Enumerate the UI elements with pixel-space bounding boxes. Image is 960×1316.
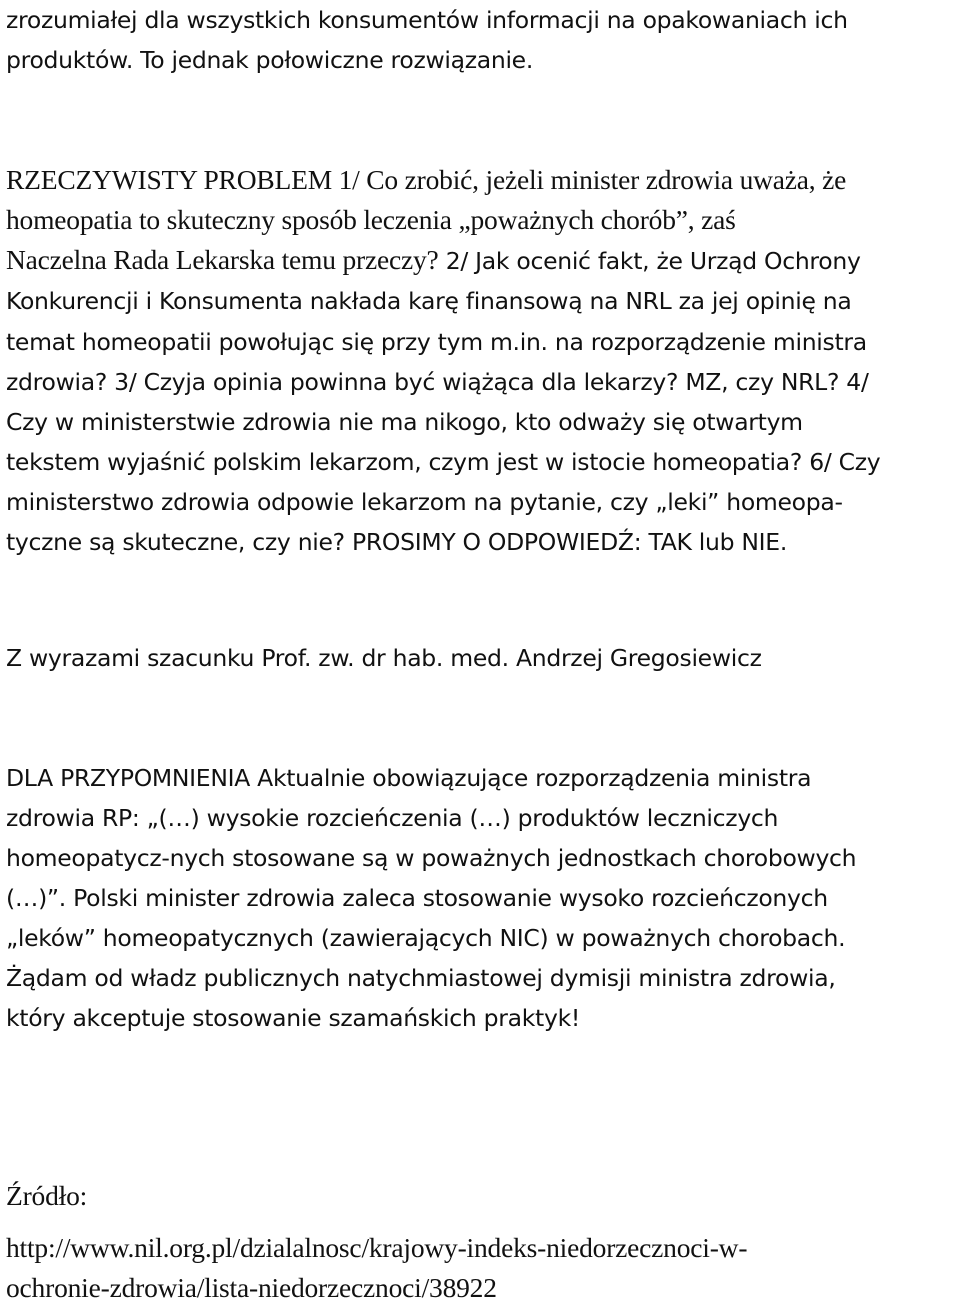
- text-line: (…)”. Polski minister zdrowia zaleca stosowanie wysoko rozcieńczonych: [6, 884, 828, 912]
- source-url-line[interactable]: ochronie-zdrowia/lista-niedorzecznoci/38922: [6, 1272, 497, 1303]
- text-segment: na rozporządzenie ministra: [547, 328, 867, 356]
- problem-paragraph: [6, 160, 958, 562]
- document-page: [6, 0, 958, 1308]
- text-line: [6, 240, 958, 281]
- text-line: tyczne są skuteczne, czy nie? PROSIMY O ODPOWIEDŹ: TAK lub NIE.: [6, 528, 788, 556]
- text-line: Czy w ministerstwie zdrowia nie ma nikogo, kto odważy się otwartym: [6, 408, 803, 436]
- text-segment: temat homeopatii powołując się przy tym m.in.: [6, 328, 548, 356]
- spacer: [6, 562, 958, 638]
- source-url[interactable]: [6, 1228, 958, 1308]
- text-line: ministerstwo zdrowia odpowie lekarzom na pytanie, czy „leki” homeopa-: [6, 488, 843, 516]
- spacer: [6, 1216, 958, 1228]
- text-line: DLA PRZYPOMNIENIA Aktualnie obowiązujące rozporządzenia ministra: [6, 764, 812, 792]
- text-line: zdrowia? 3/ Czyja opinia powinna być wiążąca dla lekarzy? MZ, czy NRL? 4/: [6, 368, 869, 396]
- signature-line: [6, 638, 958, 678]
- text-line: Żądam od władz publicznych natychmiastowej dymisji ministra zdrowia,: [6, 964, 836, 992]
- text-line: zdrowia RP: „(…) wysokie rozcieńczenia (…) produktów leczniczych: [6, 804, 779, 832]
- text-line: Konkurencji i Konsumenta nakłada karę finansową na NRL za jej opinię na: [6, 287, 852, 315]
- text-line: zrozumiałej dla wszystkich konsumentów informacji na opakowaniach ich: [6, 6, 848, 34]
- text-line: Z wyrazami szacunku Prof. zw. dr hab. med. Andrzej Gregosiewicz: [6, 644, 762, 672]
- text-line: homeopatia to skuteczny sposób leczenia „poważnych chorób”, zaś: [6, 204, 736, 235]
- text-line: który akceptuje stosowanie szamańskich praktyk!: [6, 1004, 581, 1032]
- intro-paragraph: [6, 0, 958, 80]
- text-line: homeopatycz-nych stosowane są w poważnych jednostkach chorobowych: [6, 844, 857, 872]
- reminder-paragraph: [6, 758, 958, 1038]
- text-line: Źródło:: [6, 1180, 88, 1211]
- spacer: [6, 1038, 958, 1176]
- spacer: [6, 80, 958, 160]
- text-line: [6, 321, 958, 362]
- spacer: [6, 678, 958, 758]
- text-line: tekstem wyjaśnić polskim lekarzom, czym jest w istocie homeopatia? 6/ Czy: [6, 448, 881, 476]
- text-line: produktów. To jednak połowiczne rozwiązanie.: [6, 46, 534, 74]
- text-segment: 2/ Jak ocenić fakt, że Urząd Ochrony: [438, 247, 861, 275]
- text-line: „leków” homeopatycznych (zawierających NIC) w poważnych chorobach.: [6, 924, 846, 952]
- text-segment: Naczelna Rada Lekarska temu przeczy?: [6, 244, 439, 275]
- source-label: [6, 1176, 958, 1216]
- text-line: RZECZYWISTY PROBLEM 1/ Co zrobić, jeżeli minister zdrowia uważa, że: [6, 164, 847, 195]
- source-url-line[interactable]: http://www.nil.org.pl/dzialalnosc/krajowy-indeks-niedorzecznoci-w-: [6, 1232, 748, 1263]
